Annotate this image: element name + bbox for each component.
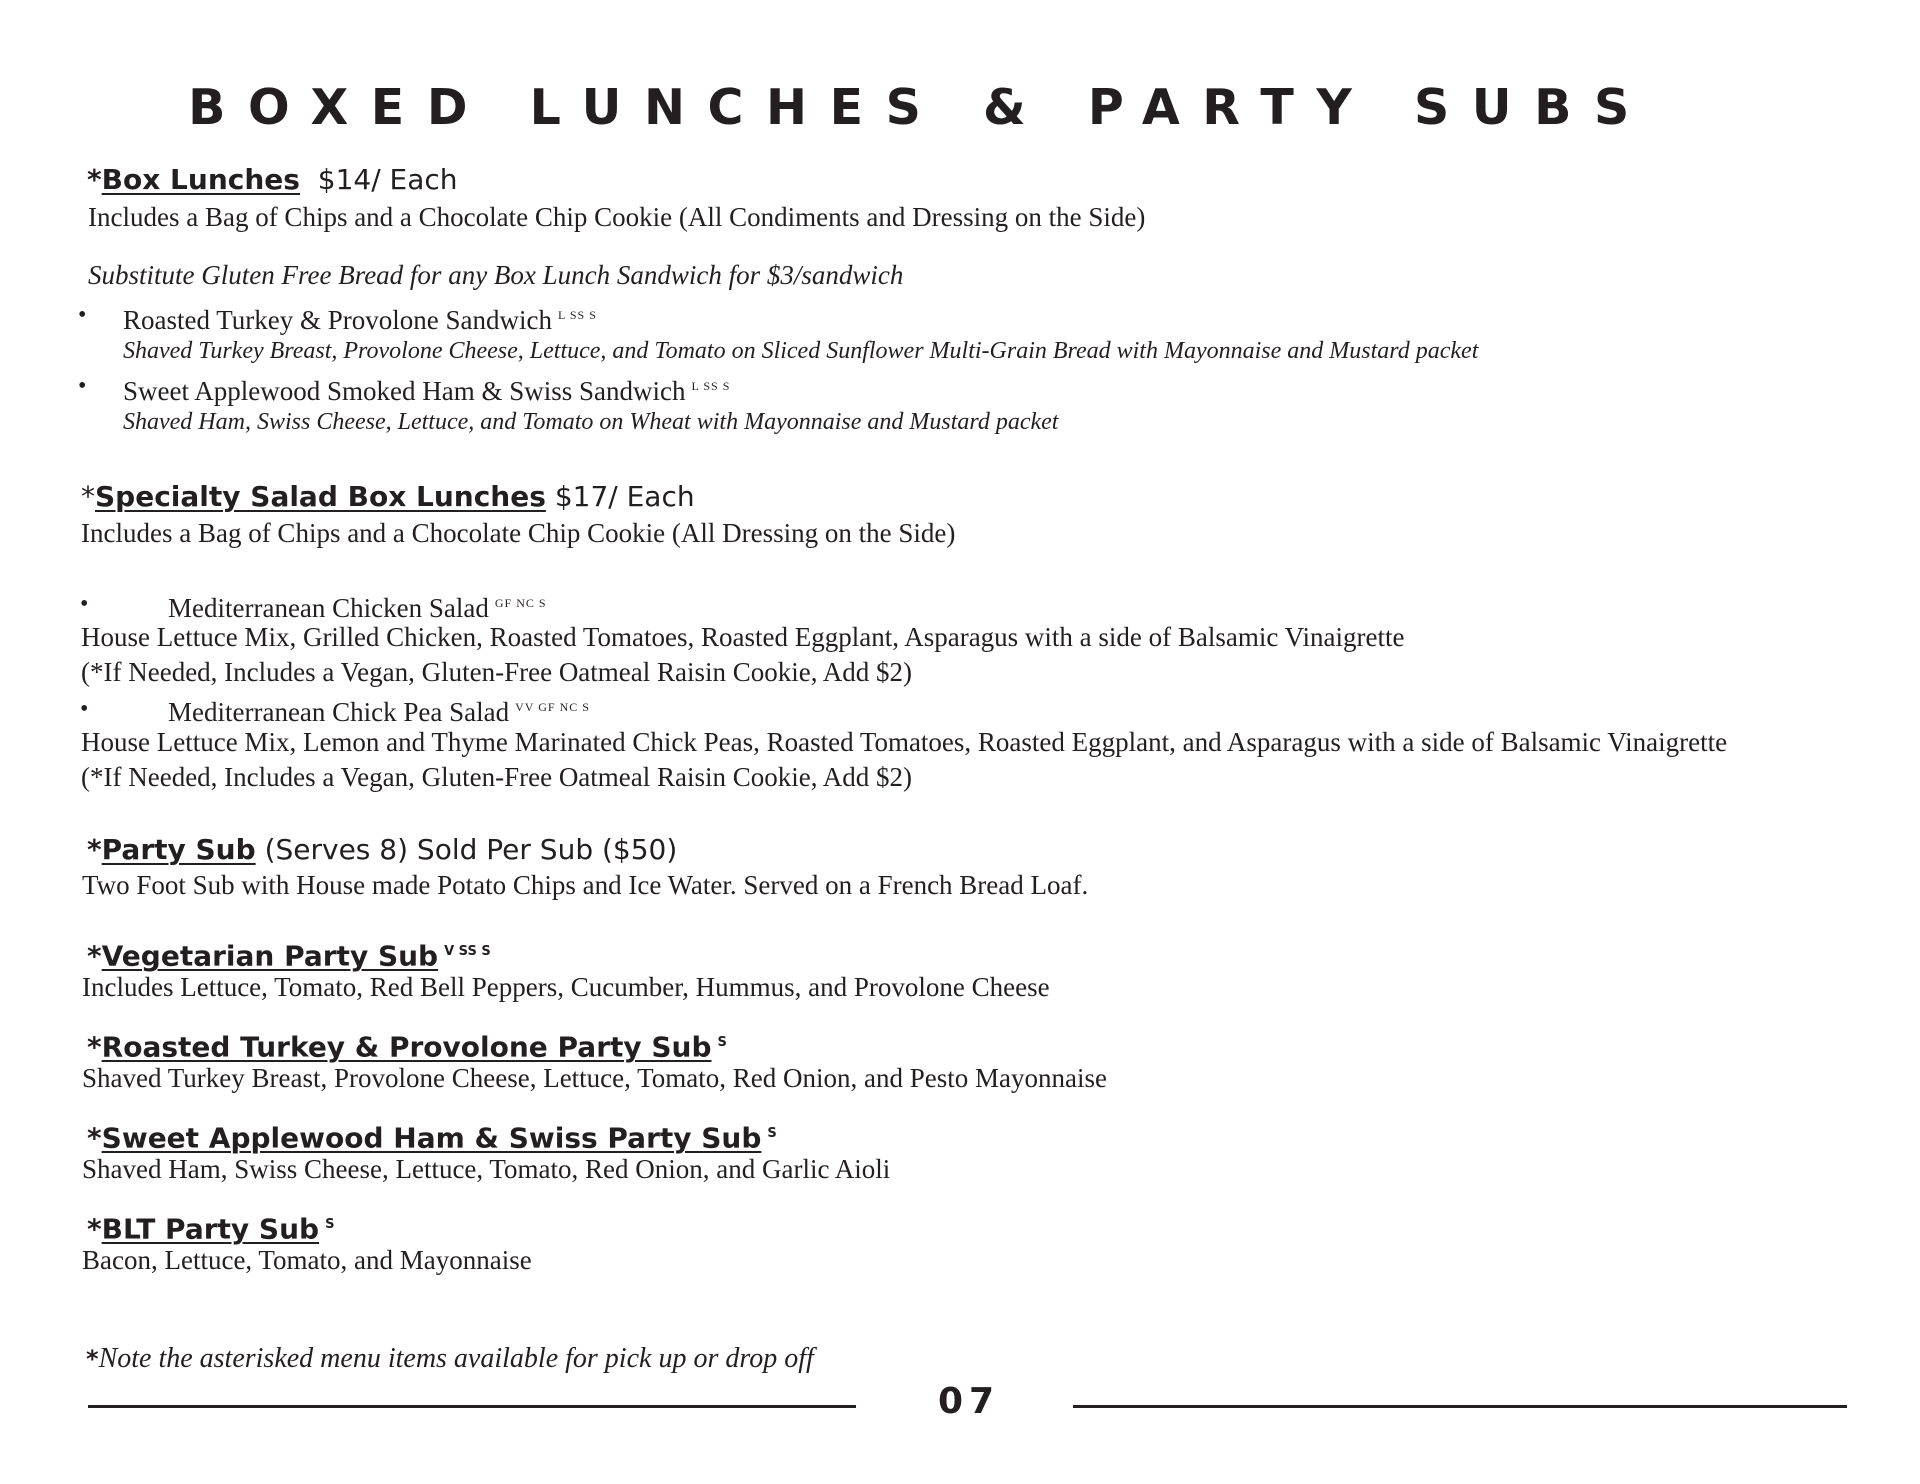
section-price: (Serves 8) Sold Per Sub ($50) <box>264 833 678 866</box>
sub-name: Sweet Applewood Ham & Swiss Party Sub <box>101 1121 762 1155</box>
footnote <box>86 1342 814 1376</box>
sub-name: BLT Party Sub <box>101 1212 320 1246</box>
dietary-tags: S <box>325 1217 335 1232</box>
asterisk: * <box>86 1345 99 1373</box>
asterisk: * <box>81 480 95 513</box>
party-sub-description: Two Foot Sub with House made Potato Chips and Ice Water. Served on a French Bread Loaf. <box>82 870 1089 900</box>
bullet: • <box>80 696 89 722</box>
asterisk: * <box>87 939 102 973</box>
box-lunches-includes: Includes a Bag of Chips and a Chocolate Chip Cookie (All Condiments and Dressing on the Side) <box>88 202 1146 232</box>
asterisk: * <box>87 833 102 866</box>
list-item-name <box>168 690 590 729</box>
dietary-tags: L SS S <box>558 308 597 322</box>
sub-heading <box>87 1116 777 1156</box>
list-item-name <box>123 298 597 337</box>
box-lunches-heading <box>87 162 458 198</box>
sub-heading <box>87 1025 727 1065</box>
sub-name: Vegetarian Party Sub <box>101 939 439 973</box>
item-name: Mediterranean Chicken Salad <box>168 593 489 623</box>
section-name: Specialty Salad Box Lunches <box>95 480 546 513</box>
section-price: $17/ Each <box>554 480 695 513</box>
sub-heading <box>87 1207 334 1247</box>
bullet: • <box>80 591 89 617</box>
gluten-free-substitute-note: Substitute Gluten Free Bread for any Box Lunch Sandwich for $3/sandwich <box>88 260 904 290</box>
footer-rule-right <box>1073 1405 1847 1408</box>
asterisk: * <box>87 1121 102 1155</box>
item-note: (*If Needed, Includes a Vegan, Gluten-Free Oatmeal Raisin Cookie, Add $2) <box>81 762 913 792</box>
bullet: • <box>78 302 87 328</box>
asterisk: * <box>87 163 102 196</box>
section-name: Box Lunches <box>101 163 300 196</box>
footer-rule-left <box>88 1405 856 1408</box>
item-name: Roasted Turkey & Provolone Sandwich <box>123 305 552 335</box>
page-title: BOXED LUNCHES & PARTY SUBS <box>188 79 1652 136</box>
item-description: House Lettuce Mix, Lemon and Thyme Marinated Chick Peas, Roasted Tomatoes, Roasted Eggplant, and Asparagus with a side of Balsamic Vinaigrette <box>81 727 1728 757</box>
list-item-name <box>123 369 730 408</box>
dietary-tags: L SS S <box>691 379 731 393</box>
item-description: Shaved Ham, Swiss Cheese, Lettuce, and Tomato on Wheat with Mayonnaise and Mustard packet <box>123 409 1059 435</box>
salad-box-lunches-heading <box>81 479 695 515</box>
sub-description: Shaved Ham, Swiss Cheese, Lettuce, Tomato, Red Onion, and Garlic Aioli <box>82 1154 891 1184</box>
dietary-tags: GF NC S <box>494 596 547 610</box>
dietary-tags: S <box>717 1035 727 1050</box>
dietary-tags: VV GF NC S <box>515 700 590 714</box>
page-number: 07 <box>938 1381 1001 1422</box>
sub-name: Roasted Turkey & Provolone Party Sub <box>101 1030 712 1064</box>
sub-description: Shaved Turkey Breast, Provolone Cheese, Lettuce, Tomato, Red Onion, and Pesto Mayonnaise <box>82 1063 1107 1093</box>
salad-box-lunches-includes: Includes a Bag of Chips and a Chocolate Chip Cookie (All Dressing on the Side) <box>81 518 956 548</box>
item-name: Sweet Applewood Smoked Ham & Swiss Sandwich <box>123 376 686 406</box>
sub-description: Bacon, Lettuce, Tomato, and Mayonnaise <box>82 1245 532 1275</box>
sub-description: Includes Lettuce, Tomato, Red Bell Peppers, Cucumber, Hummus, and Provolone Cheese <box>82 972 1050 1002</box>
item-description: Shaved Turkey Breast, Provolone Cheese, Lettuce, and Tomato on Sliced Sunflower Multi-Grain Bread with Mayonnaise and Mustard packet <box>123 338 1479 364</box>
item-description: House Lettuce Mix, Grilled Chicken, Roasted Tomatoes, Roasted Eggplant, Asparagus with a side of Balsamic Vinaigrette <box>81 622 1405 652</box>
asterisk: * <box>87 1030 102 1064</box>
section-name: Party Sub <box>101 833 256 866</box>
dietary-tags: V SS S <box>444 944 491 959</box>
footnote-text: Note the asterisked menu items available for pick up or drop off <box>98 1343 814 1374</box>
section-price: $14/ Each <box>317 163 458 196</box>
item-note: (*If Needed, Includes a Vegan, Gluten-Free Oatmeal Raisin Cookie, Add $2) <box>81 657 913 687</box>
bullet: • <box>78 373 87 399</box>
item-name: Mediterranean Chick Pea Salad <box>168 697 510 727</box>
dietary-tags: S <box>767 1126 777 1141</box>
asterisk: * <box>87 1212 102 1246</box>
party-sub-heading <box>87 832 677 868</box>
sub-heading <box>87 934 491 974</box>
